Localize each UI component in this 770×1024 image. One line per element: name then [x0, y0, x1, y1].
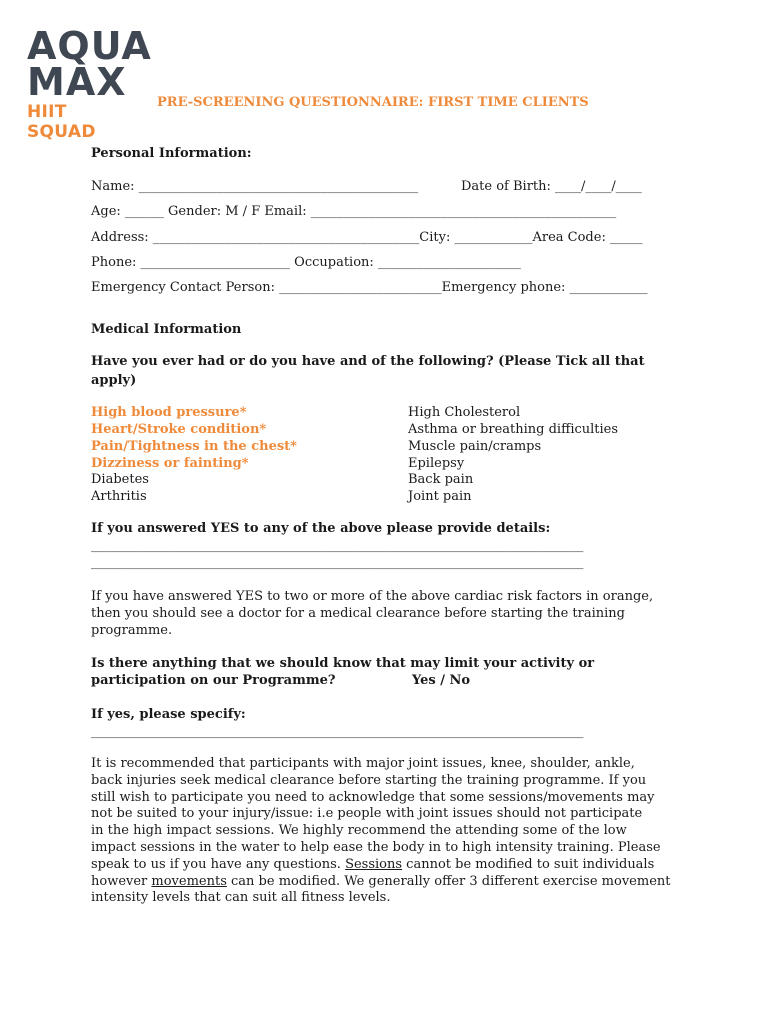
brand-logo — [27, 24, 152, 142]
recommendation-line: still wish to participate you need to acknowledge that some sessions/movements may — [91, 789, 655, 805]
cardiac-note: programme. — [91, 623, 173, 638]
recommendation-line: not be suited to your injury/issue: i.e people with joint issues should not participate — [91, 806, 643, 822]
emergency-contact-line[interactable]: Emergency Contact Person: _________________________Emergency phone: ____________ — [91, 280, 648, 295]
personal-info-heading: Personal Information: — [91, 146, 252, 161]
details-prompt: If you answered YES to any of the above please provide details: — [91, 521, 551, 536]
cardiac-note: If you have answered YES to two or more of the above cardiac risk factors in orange, — [91, 589, 654, 604]
condition-item[interactable]: Back pain — [408, 472, 474, 487]
recommendation-paragraph — [91, 756, 691, 907]
limit-question: Is there anything that we should know that may limit your activity or — [91, 656, 595, 671]
movements-underlined: movements — [151, 873, 227, 889]
condition-item[interactable]: Diabetes — [91, 472, 149, 487]
specify-answer-line[interactable]: ________________________________________________________________________________ — [91, 724, 584, 739]
logo-text-max: MAX — [27, 60, 127, 104]
address-city-areacode-line[interactable]: Address: _________________________________________City: ____________Area Code: _____ — [91, 230, 643, 245]
text-span: however — [91, 873, 152, 889]
logo-text-aqua: AQUA — [27, 24, 152, 68]
medical-question-line2: apply) — [91, 373, 137, 388]
yes-no-choice[interactable]: Yes / No — [412, 673, 471, 688]
condition-item[interactable]: Pain/Tightness in the chest* — [91, 439, 297, 454]
condition-item[interactable]: Arthritis — [91, 489, 147, 504]
document-title: PRE-SCREENING QUESTIONNAIRE: FIRST TIME CLIENTS — [157, 95, 589, 110]
condition-item[interactable]: Dizziness or fainting* — [91, 456, 249, 471]
details-answer-line[interactable]: ________________________________________________________________________________ — [91, 538, 584, 553]
name-field[interactable]: Name: ___________________________________________ — [91, 179, 419, 194]
age-gender-email-line[interactable]: Age: ______ Gender: M / F Email: _______________________________________________ — [91, 204, 617, 219]
limit-question: participation on our Programme? — [91, 673, 336, 688]
text-span: can be modified. We generally offer 3 different exercise movement — [226, 873, 671, 889]
condition-item[interactable]: Asthma or breathing difficulties — [408, 422, 619, 437]
dob-field[interactable]: Date of Birth: ____/____/____ — [461, 179, 642, 194]
medical-info-heading: Medical Information — [91, 322, 242, 337]
cardiac-note: then you should see a doctor for a medical clearance before starting the training — [91, 606, 625, 621]
details-answer-line[interactable]: ________________________________________________________________________________ — [91, 555, 584, 570]
sessions-underlined: Sessions — [345, 856, 403, 872]
recommendation-line: in the high impact sessions. We highly recommend the attending some of the low — [91, 823, 627, 839]
recommendation-line: back injuries seek medical clearance before starting the training programme. If you — [91, 772, 647, 788]
recommendation-line — [91, 857, 691, 874]
condition-item[interactable]: High Cholesterol — [408, 405, 521, 420]
recommendation-line — [91, 874, 691, 891]
recommendation-line: It is recommended that participants with major joint issues, knee, shoulder, ankle, — [91, 756, 635, 771]
condition-item[interactable]: High blood pressure* — [91, 405, 247, 420]
condition-item[interactable]: Epilepsy — [408, 456, 465, 471]
recommendation-line: intensity levels that can suit all fitness levels. — [91, 890, 391, 906]
text-span: speak to us if you have any questions. — [91, 856, 346, 872]
condition-item[interactable]: Heart/Stroke condition* — [91, 422, 267, 437]
medical-question-line1: Have you ever had or do you have and of the following? (Please Tick all that — [91, 354, 645, 369]
condition-item[interactable]: Joint pain — [408, 489, 472, 504]
text-span: cannot be modified to suit individuals — [402, 856, 655, 872]
specify-prompt: If yes, please specify: — [91, 707, 246, 722]
recommendation-line: impact sessions in the water to help ease the body in to high intensity training. Please — [91, 839, 661, 855]
phone-occupation-line[interactable]: Phone: _______________________ Occupation: ______________________ — [91, 255, 521, 270]
logo-text-hiit-squad: HIIT SQUAD — [27, 102, 96, 142]
condition-item[interactable]: Muscle pain/cramps — [408, 439, 542, 454]
